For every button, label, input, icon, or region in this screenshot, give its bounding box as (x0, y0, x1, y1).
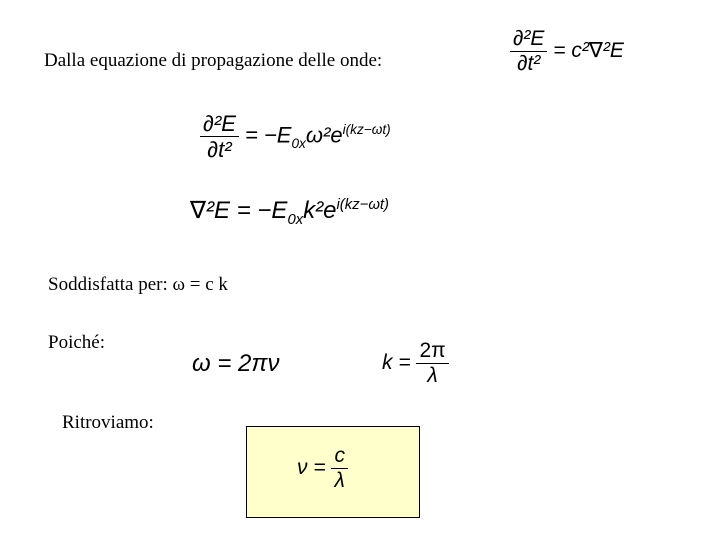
time-derivative-numerator: ∂²E (200, 112, 239, 137)
result-text: Ritroviamo: (62, 412, 154, 433)
time-derivative-fraction (200, 112, 239, 161)
laplacian-exponent: i(kz−ωt) (336, 197, 389, 213)
wave-equation-fraction (510, 28, 547, 75)
time-derivative-rhs: = −E (245, 122, 292, 148)
wave-equation (510, 28, 624, 75)
time-derivative-denominator: ∂t² (207, 137, 232, 163)
k-relation-lhs: k = (382, 351, 411, 375)
k-relation-numerator: 2π (416, 340, 448, 364)
time-derivative-equation (200, 112, 391, 161)
laplacian-tail: k²e (303, 197, 337, 224)
result-formula-numerator: c (331, 445, 348, 469)
result-box (246, 426, 420, 518)
result-formula-denominator: λ (334, 469, 345, 493)
laplacian-lhs: ∇²E = −E (190, 197, 288, 224)
wave-equation-denominator: ∂t² (517, 52, 541, 76)
laplacian-equation (190, 196, 389, 228)
wave-equation-numerator: ∂²E (510, 28, 547, 52)
since-text: Poiché: (48, 332, 105, 353)
time-derivative-rhs-subscript: 0x (291, 135, 306, 151)
laplacian-subscript: 0x (287, 211, 304, 228)
omega-relation: ω = 2πν (192, 350, 280, 377)
result-formula-fraction (331, 445, 348, 492)
wave-equation-rhs: = c²∇²E (553, 39, 624, 63)
k-relation-denominator: λ (427, 364, 438, 388)
time-derivative-exponent: i(kz−ωt) (342, 122, 391, 138)
k-relation (382, 340, 449, 387)
intro-text: Dalla equazione di propagazione delle onde: (44, 50, 383, 71)
result-formula-lhs: ν = (297, 456, 326, 480)
satisfied-text: Soddisfatta per: ω = c k (48, 274, 228, 295)
result-formula (297, 445, 348, 492)
time-derivative-rhs-tail: ω²e (305, 122, 343, 148)
k-relation-fraction (416, 340, 448, 387)
